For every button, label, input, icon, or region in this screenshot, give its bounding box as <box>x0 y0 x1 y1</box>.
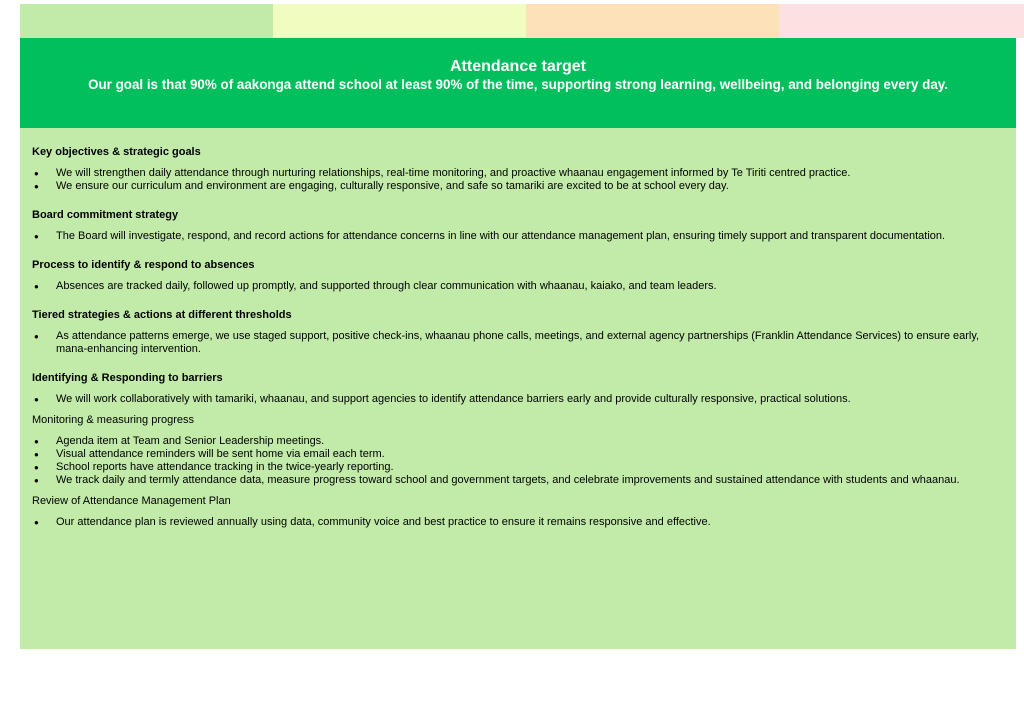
list-item: ● We will work collaboratively with tamariki, whaanau, and support agencies to identify attendance barriers early and provide culturally responsive, practical solutions. <box>32 393 1004 406</box>
section-heading: Tiered strategies & actions at different thresholds <box>32 309 292 321</box>
list-item: ● We ensure our curriculum and environment are engaging, culturally responsive, and safe so tamariki are excited to be at school every day. <box>32 180 1004 193</box>
section-heading: Identifying & Responding to barriers <box>32 372 223 384</box>
section-heading: Key objectives & strategic goals <box>32 146 201 158</box>
bullet-list <box>32 167 1004 193</box>
bullet-list <box>32 280 1004 293</box>
section-heading: Review of Attendance Management Plan <box>32 495 231 507</box>
section-heading: Monitoring & measuring progress <box>32 414 195 426</box>
goal-statement: Our goal is that 90% of aakonga attend school at least 90% of the time, supporting strong learning, wellbeing, and belonging every day. <box>88 77 948 92</box>
section-review <box>32 495 1004 529</box>
color-band-strip <box>20 4 1024 38</box>
color-band-pink <box>779 4 1024 38</box>
section-monitoring <box>32 414 1004 487</box>
section-barriers <box>32 372 1004 406</box>
list-item: ● Visual attendance reminders will be sent home via email each term. <box>32 448 1004 461</box>
section-objectives <box>32 146 1004 193</box>
bullet-list <box>32 330 1004 356</box>
section-heading: Board commitment strategy <box>32 209 179 221</box>
bullet-list <box>32 230 1004 243</box>
bullet-list <box>32 393 1004 406</box>
section-heading: Process to identify & respond to absences <box>32 259 255 271</box>
list-item: ● We track daily and termly attendance data, measure progress toward school and government targets, and celebrate improvements and sustained attendance with students and whaanau. <box>32 474 1004 487</box>
list-item: ● School reports have attendance tracking in the twice-yearly reporting. <box>32 461 1004 474</box>
list-item: ● Absences are tracked daily, followed up promptly, and supported through clear communication with whaanau, kaiako, and team leaders. <box>32 280 1004 293</box>
list-item: ● Our attendance plan is reviewed annually using data, community voice and best practice to ensure it remains responsive and effective. <box>32 516 1004 529</box>
color-band-orange <box>526 4 779 38</box>
bullet-list <box>32 516 1004 529</box>
list-item: ● The Board will investigate, respond, and record actions for attendance concerns in line with our attendance management plan, ensuring timely support and transparent documentation. <box>32 230 1004 243</box>
list-item: ● As attendance patterns emerge, we use staged support, positive check-ins, whaanau phone calls, meetings, and external agency partnerships (Franklin Attendance Services) to ensure early, mana-enhancing intervention. <box>32 330 1004 356</box>
color-band-yellow <box>273 4 526 38</box>
section-process <box>32 259 1004 293</box>
section-board <box>32 209 1004 243</box>
list-item: ● We will strengthen daily attendance through nurturing relationships, real-time monitoring, and proactive whaanau engagement informed by Te Tiriti centred practice. <box>32 167 1004 180</box>
section-tiered <box>32 309 1004 356</box>
bullet-list <box>32 435 1004 487</box>
list-item: ● Agenda item at Team and Senior Leadership meetings. <box>32 435 1004 448</box>
attendance-target-header <box>20 38 1016 128</box>
plan-content-panel <box>20 128 1016 649</box>
color-band-green <box>20 4 273 38</box>
page-title: Attendance target <box>449 58 587 75</box>
